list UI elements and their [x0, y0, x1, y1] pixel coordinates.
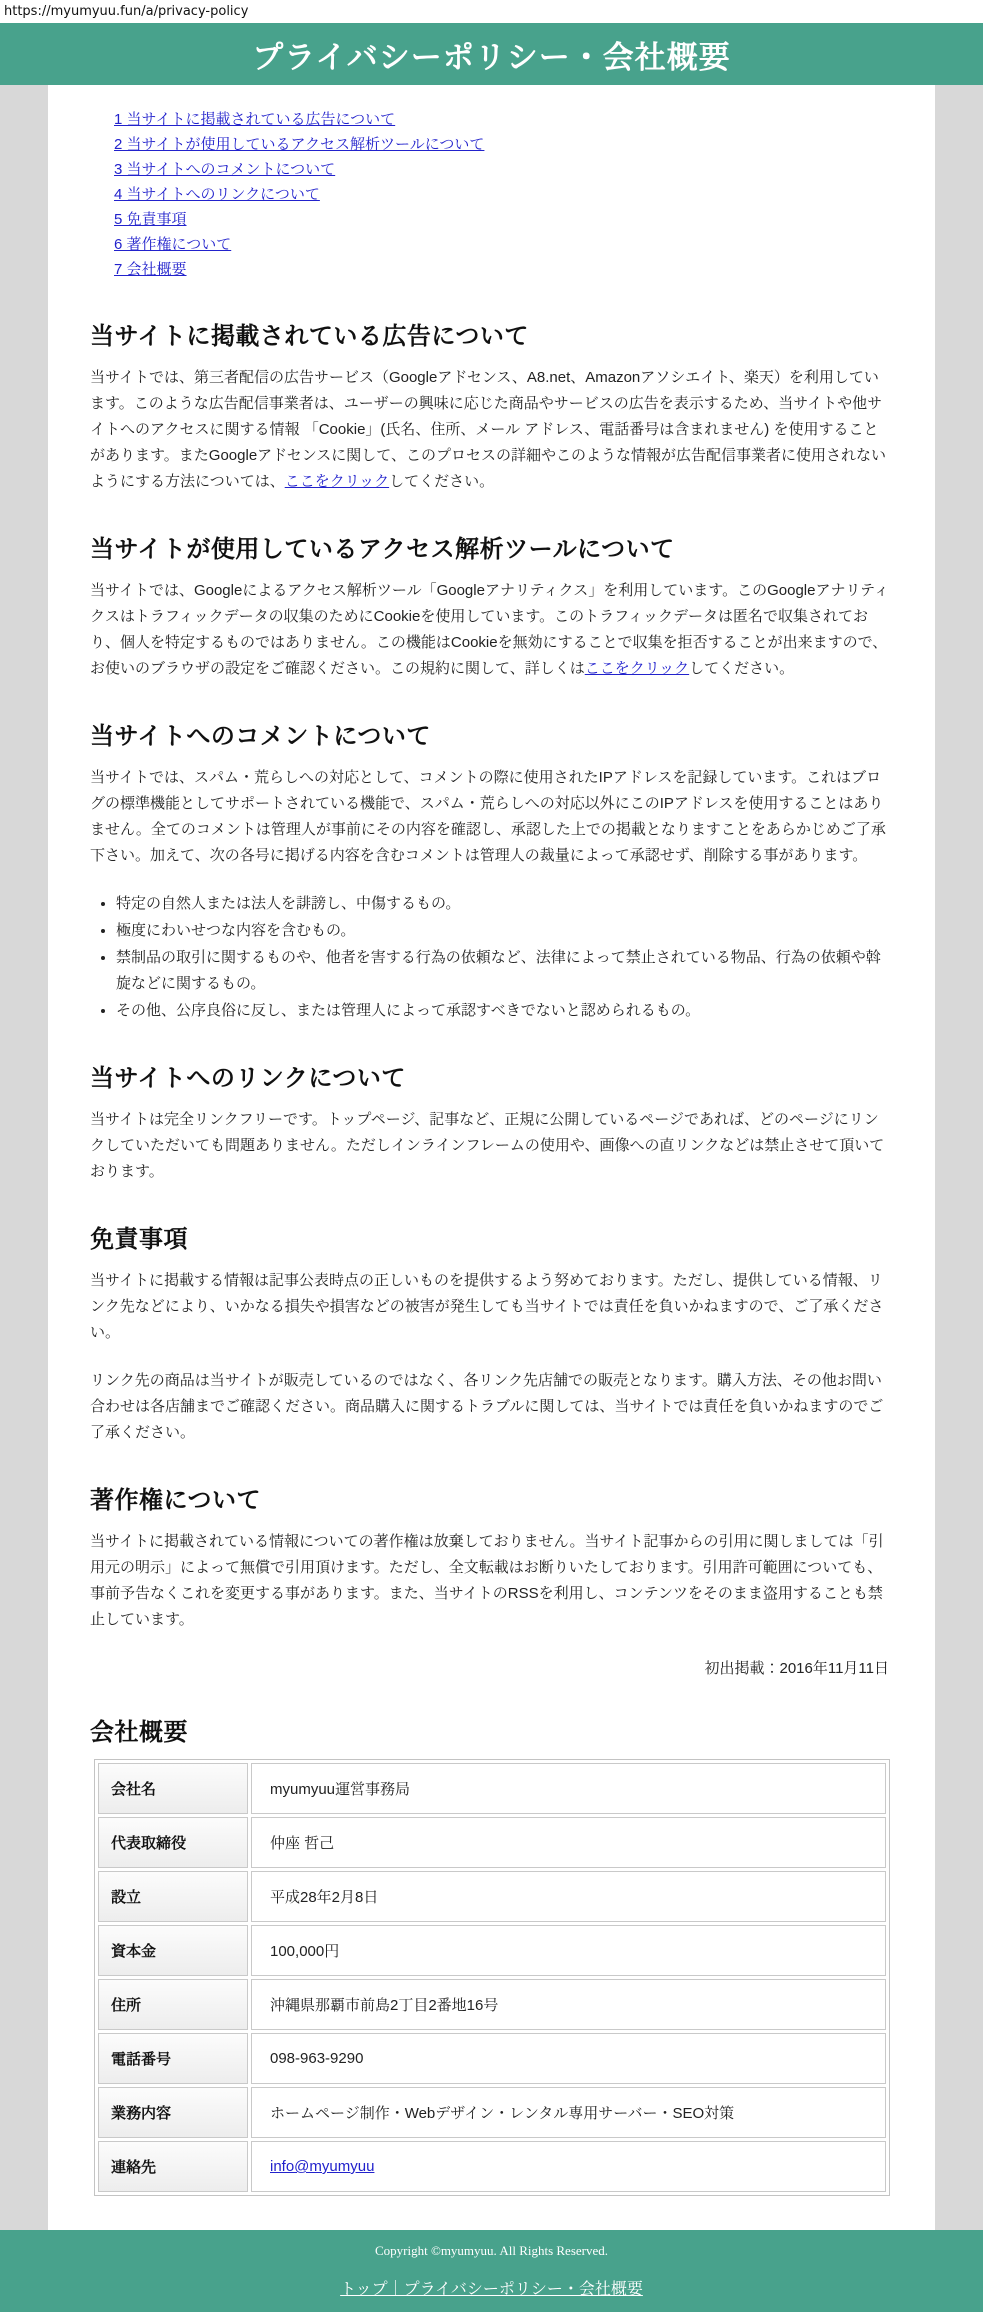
paragraph-text: 当サイトでは、第三者配信の広告サービス（Googleアドセンス、A8.net、Amazonアソシエイト、楽天）を利用しています。このような広告配信事業者は、ユーザーの興味に応じた商品やサービスの広告を表示するため、当サイトや他サイトへのアクセスに関する情報 「Cookie」(氏名、住所、メール アドレス、電話番号は含まれません) を使用することがあります。またGoogleアドセンスに関して、このプロセスの詳細やこのような情報が広告配信事業者に使用されないようにする方法については、 — [90, 369, 886, 490]
section-disclaimer-heading: 免責事項 — [90, 1226, 188, 1253]
company-phone-label: 電話番号 — [98, 2033, 248, 2084]
section-copyright-paragraph: 当サイトに掲載されている情報についての著作権は放棄しておりません。当サイト記事からの引用に関しましては「引用元の明示」によって無償で引用頂けます。ただし、全文転載はお断りいたしております。引用許可範囲についても、事前予告なくこれを変更する事があります。また、当サイトのRSSを利用し、コンテンツをそのまま盗用することも禁止しています。 — [90, 1533, 884, 1628]
analytics-terms-link[interactable]: ここをクリック — [584, 660, 690, 677]
company-phone-value: 098-963-9290 — [251, 2033, 886, 2084]
content-area — [48, 85, 935, 2230]
page-background — [0, 85, 983, 2230]
site-footer — [0, 2230, 983, 2312]
section-comments-paragraph: 当サイトでは、スパム・荒らしへの対応として、コメントの際に使用されたIPアドレスを記録しています。これはブログの標準機能としてサポートされている機能で、スパム・荒らしへの対応以外にこのIPアドレスを使用することはありません。全てのコメントは管理人が事前にその内容を確認し、承認した上での掲載となりますことをあらかじめご了承下さい。加えて、次の各号に掲げる内容を含むコメントは管理人の裁量によって承認せず、削除する事があります。 — [90, 769, 886, 864]
contact-email-link[interactable]: info@myumyuu — [270, 2158, 375, 2175]
company-capital-value: 100,000円 — [251, 1925, 886, 1976]
toc-item — [114, 157, 893, 182]
section-disclaimer-paragraph-2: リンク先の商品は当サイトが販売しているのではなく、各リンク先店舗での販売となります。購入方法、その他お問い合わせは各店舗までご確認ください。商品購入に関するトラブルに関しては、当サイトでは責任を負いかねますのでご了承ください。 — [90, 1372, 884, 1441]
browser-url-text: https://myumyuu.fun/a/privacy-policy — [0, 0, 983, 23]
section-copyright-heading: 著作権について — [90, 1487, 262, 1514]
company-capital-label: 資本金 — [98, 1925, 248, 1976]
company-contact-cell — [251, 2141, 886, 2192]
comment-rule-item: • その他、公序良俗に反し、または管理人によって承認すべきでないと認められるもの。 — [116, 998, 893, 1024]
first-published-date: 初出掲載：2016年11月11日 — [704, 1660, 889, 1677]
table-row — [98, 2033, 886, 2084]
footer-nav-link[interactable]: トップ｜プライバシーポリシー・会社概要 — [340, 2281, 643, 2298]
table-row — [98, 1871, 886, 1922]
company-address-label: 住所 — [98, 1979, 248, 2030]
company-contact-label: 連絡先 — [98, 2141, 248, 2192]
company-business-label: 業務内容 — [98, 2087, 248, 2138]
table-row — [98, 1925, 886, 1976]
section-disclaimer — [90, 1219, 893, 1446]
section-copyright-policy — [90, 1480, 893, 1678]
section-analytics-paragraph — [90, 578, 893, 682]
toc-link-company[interactable]: 7 会社概要 — [114, 261, 187, 278]
section-company — [90, 1712, 893, 2196]
comment-rule-item: • 特定の自然人または法人を誹謗し、中傷するもの。 — [116, 891, 893, 917]
toc-item — [114, 182, 893, 207]
company-founded-label: 設立 — [98, 1871, 248, 1922]
comment-rule-item: • 極度にわいせつな内容を含むもの。 — [116, 918, 893, 944]
toc-link-analytics[interactable]: 2 当サイトが使用しているアクセス解析ツールについて — [114, 136, 485, 153]
section-links — [90, 1058, 893, 1185]
company-name-label: 会社名 — [98, 1763, 248, 1814]
table-row — [98, 2087, 886, 2138]
section-ads — [90, 316, 893, 495]
ads-optout-link[interactable]: ここをクリック — [284, 473, 390, 490]
page-title: プライバシーポリシー・会社概要 — [252, 39, 731, 75]
toc-item — [114, 107, 893, 132]
section-comments — [90, 716, 893, 1024]
toc-item — [114, 132, 893, 157]
section-ads-heading: 当サイトに掲載されている広告について — [90, 323, 529, 350]
section-company-heading: 会社概要 — [90, 1719, 188, 1746]
comment-rules-list — [94, 891, 893, 1024]
table-row — [98, 1763, 886, 1814]
company-business-value: ホームページ制作・Webデザイン・レンタル専用サーバー・SEO対策 — [251, 2087, 886, 2138]
toc-link-copyright[interactable]: 6 著作権について — [114, 236, 232, 253]
toc-link-disclaimer[interactable]: 5 免責事項 — [114, 211, 187, 228]
toc-link-links[interactable]: 4 当サイトへのリンクについて — [114, 186, 320, 203]
site-header — [0, 23, 983, 85]
section-analytics — [90, 529, 893, 682]
section-ads-paragraph — [90, 365, 893, 495]
section-comments-heading: 当サイトへのコメントについて — [90, 723, 431, 750]
section-links-heading: 当サイトへのリンクについて — [90, 1065, 406, 1092]
company-ceo-label: 代表取締役 — [98, 1817, 248, 1868]
toc-link-comments[interactable]: 3 当サイトへのコメントについて — [114, 161, 336, 178]
section-analytics-heading: 当サイトが使用しているアクセス解析ツールについて — [90, 536, 675, 563]
paragraph-text: してください。 — [389, 473, 495, 490]
company-founded-value: 平成28年2月8日 — [251, 1871, 886, 1922]
comment-rule-item: • 禁制品の取引に関するものや、他者を害する行為の依頼など、法律によって禁止されている物品、行為の依頼や斡旋などに関するもの。 — [116, 945, 893, 997]
toc-item — [114, 232, 893, 257]
paragraph-text: してください。 — [689, 660, 795, 677]
company-ceo-value: 仲座 哲己 — [251, 1817, 886, 1868]
section-links-paragraph: 当サイトは完全リンクフリーです。トップページ、記事など、正規に公開しているページであれば、どのページにリンクしていただいても問題ありません。ただしインラインフレームの使用や、画像への直リンクなどは禁止させて頂いております。 — [90, 1111, 885, 1180]
company-info-table — [94, 1759, 890, 2196]
table-of-contents — [114, 107, 893, 282]
toc-item — [114, 257, 893, 282]
company-address-value: 沖縄県那覇市前島2丁目2番地16号 — [251, 1979, 886, 2030]
toc-link-ads[interactable]: 1 当サイトに掲載されている広告について — [114, 111, 396, 128]
copyright-text: Copyright ©myumyuu. All Rights Reserved. — [374, 2243, 609, 2258]
toc-item — [114, 207, 893, 232]
table-row — [98, 2141, 886, 2192]
table-row — [98, 1979, 886, 2030]
company-name-value: myumyuu運営事務局 — [251, 1763, 886, 1814]
table-row — [98, 1817, 886, 1868]
paragraph-text: 当サイトでは、Googleによるアクセス解析ツール「Googleアナリティクス」を利用しています。このGoogleアナリティクスはトラフィックデータの収集のためにCookieを使用しています。このトラフィックデータは匿名で収集されており、個人を特定するものではありません。この機能はCookieを無効にすることで収集を拒否することが出来ますので、お使いのブラウザの設定をご確認ください。この規約に関して、詳しくは — [90, 582, 889, 677]
section-disclaimer-paragraph-1: 当サイトに掲載する情報は記事公表時点の正しいものを提供するよう努めております。ただし、提供している情報、リンク先などにより、いかなる損失や損害などの被害が発生しても当サイトでは責任を負いかねますので、ご了承ください。 — [90, 1272, 884, 1341]
